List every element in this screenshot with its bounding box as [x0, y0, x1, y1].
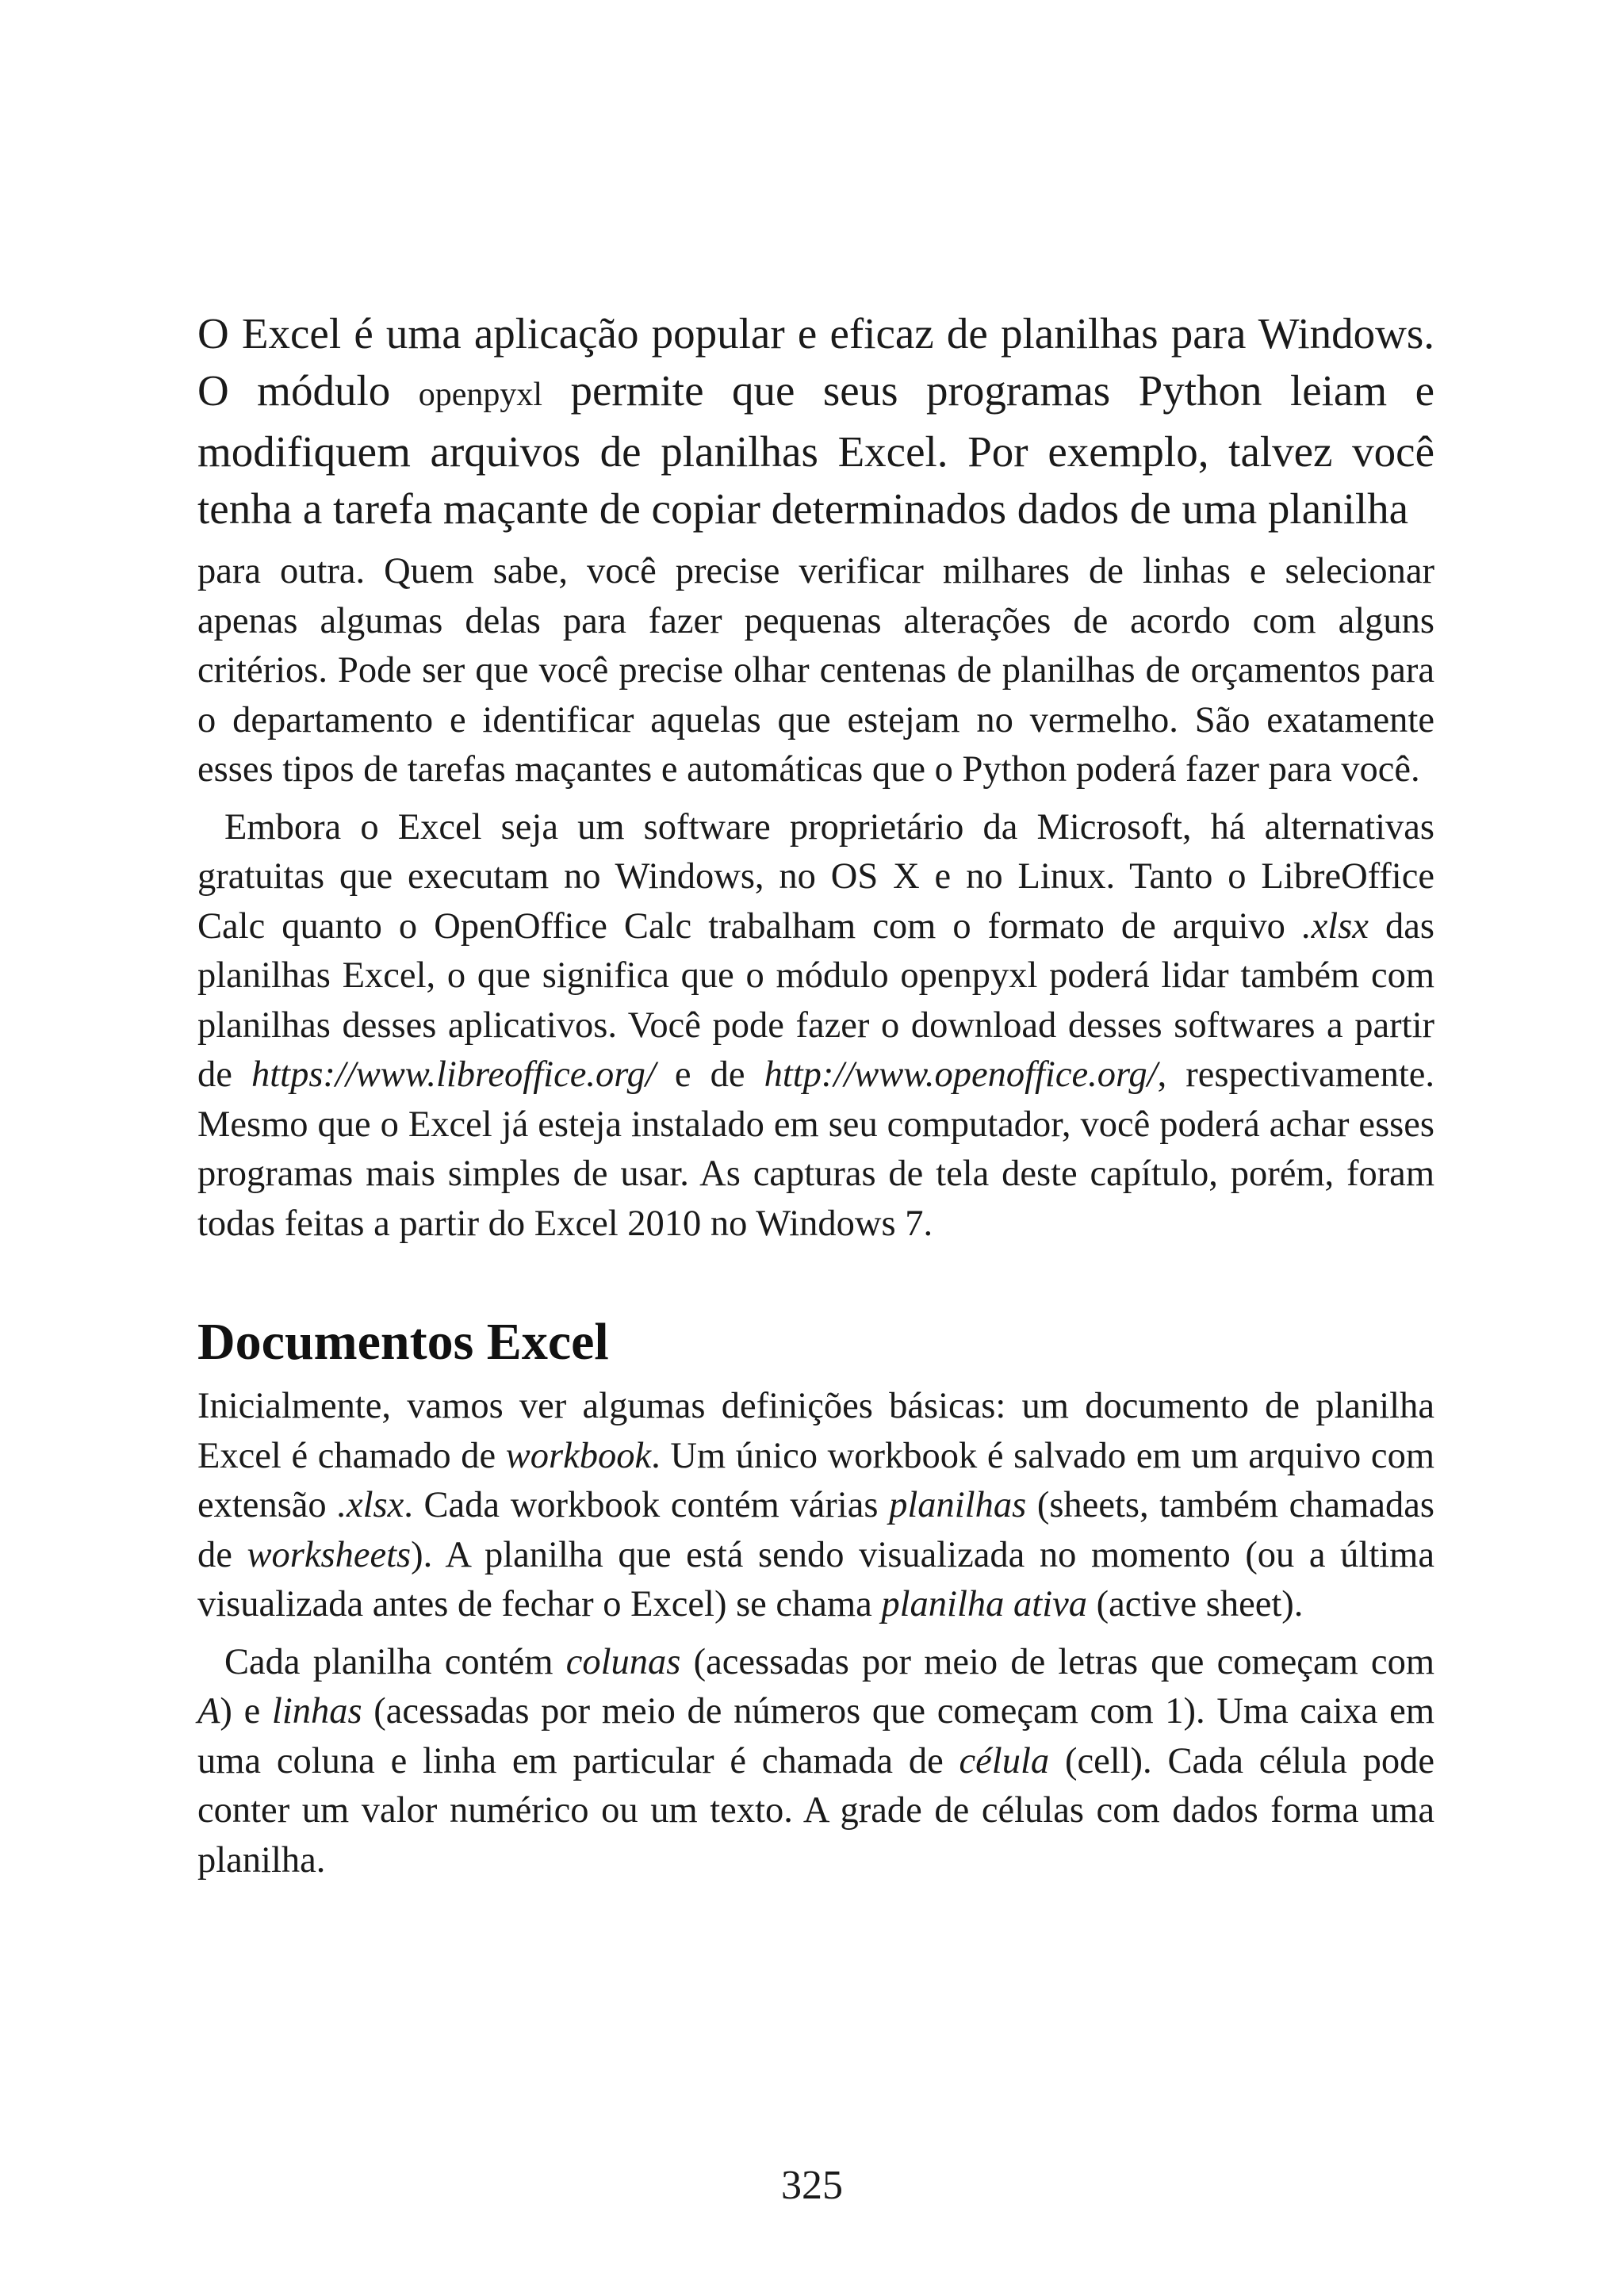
p4-text-1: Inicialmente, vamos ver algumas definições básicas: um documento de planilha Excel é chamado de	[197, 1386, 1434, 1476]
p5-text-3: ) e	[220, 1691, 272, 1732]
url-libreoffice: https://www.libreoffice.org/	[251, 1054, 656, 1095]
p5-text-5: (cell). Cada célula pode conter um valor numérico ou um texto. A grade de células com dados forma uma planilha.	[197, 1740, 1435, 1881]
p4-text-6: (active sheet).	[1087, 1584, 1304, 1624]
p4-text-4: (sheets, também chamadas de	[197, 1485, 1434, 1575]
section-heading: Documentos Excel	[197, 1313, 609, 1371]
term-xlsx: .xlsx	[337, 1485, 404, 1525]
term-workbook: workbook	[505, 1435, 652, 1476]
intro-text-1: O Excel é uma aplicação popular e eficaz de planilhas para Windows. O módulo	[197, 309, 1434, 415]
p5-text-1: Cada planilha contém	[224, 1641, 566, 1682]
p3-text-2: das planilhas Excel, o que significa que o módulo openpyxl poderá lidar também com planilhas desses aplicativos. Você pode fazer o download desses softwares a partir de	[197, 905, 1434, 1095]
extension-xlsx: .xlsx	[1302, 905, 1369, 947]
term-planilhas: planilhas	[889, 1485, 1027, 1525]
term-worksheets: worksheets	[247, 1534, 412, 1575]
p5-text-4: (acessadas por meio de números que começam com 1). Uma caixa em uma coluna e linha em particular é chamada de	[197, 1691, 1434, 1781]
intro-paragraph	[197, 305, 1434, 538]
p3-text-3: e de	[655, 1054, 764, 1095]
term-linhas: linhas	[271, 1691, 362, 1732]
p5-text-2: (acessadas por meio de letras que começam com	[680, 1641, 1434, 1682]
url-openoffice: http://www.openoffice.org/	[764, 1054, 1158, 1095]
p4-text-2: . Um único workbook é salvado em um arquivo com extensão	[197, 1435, 1434, 1525]
paragraph-5	[197, 1638, 1434, 1886]
intro-text-2: permite que seus programas Python leiam e modifiquem arquivos de planilhas Excel. Por exemplo, talvez você tenha a tarefa maçante de copiar determinados dados de uma planilha	[197, 366, 1434, 533]
term-colunas: colunas	[565, 1641, 681, 1682]
p3-text-1: Embora o Excel seja um software proprietário da Microsoft, há alternativas gratuitas que executam no Windows, no OS X e no Linux. Tanto o LibreOffice Calc quanto o OpenOffice Calc trabalham com o formato de arquivo	[197, 806, 1434, 947]
module-name-openpyxl: openpyxl	[418, 377, 543, 413]
page-number: 325	[781, 2163, 843, 2208]
p4-text-3: . Cada workbook contém várias	[404, 1485, 890, 1525]
p3-text-4: , respectivamente. Mesmo que o Excel já esteja instalado em seu computador, você poderá achar esses programas mais simples de usar. As capturas de tela deste capítulo, porém, foram todas feitas a partir do Excel 2010 no Windows 7.	[197, 1054, 1434, 1244]
page-body	[197, 305, 1434, 1885]
term-a: A	[197, 1691, 220, 1732]
paragraph-3	[197, 803, 1434, 1249]
p4-text-5: ). A planilha que está sendo visualizada no momento (ou a última visualizada antes de fechar o Excel) se chama	[197, 1534, 1434, 1624]
term-celula: célula	[959, 1740, 1050, 1781]
paragraph-4	[197, 1382, 1434, 1630]
term-planilha-ativa: planilha ativa	[881, 1584, 1088, 1624]
paragraph-2: para outra. Quem sabe, você precise verificar milhares de linhas e selecionar apenas algumas delas para fazer pequenas alterações de acordo com alguns critérios. Pode ser que você precise olhar centenas de planilhas de orçamentos para o departamento e identificar aquelas que estejam no vermelho. São exatamente esses tipos de tarefas maçantes e automáticas que o Python poderá fazer para você.	[197, 551, 1434, 790]
